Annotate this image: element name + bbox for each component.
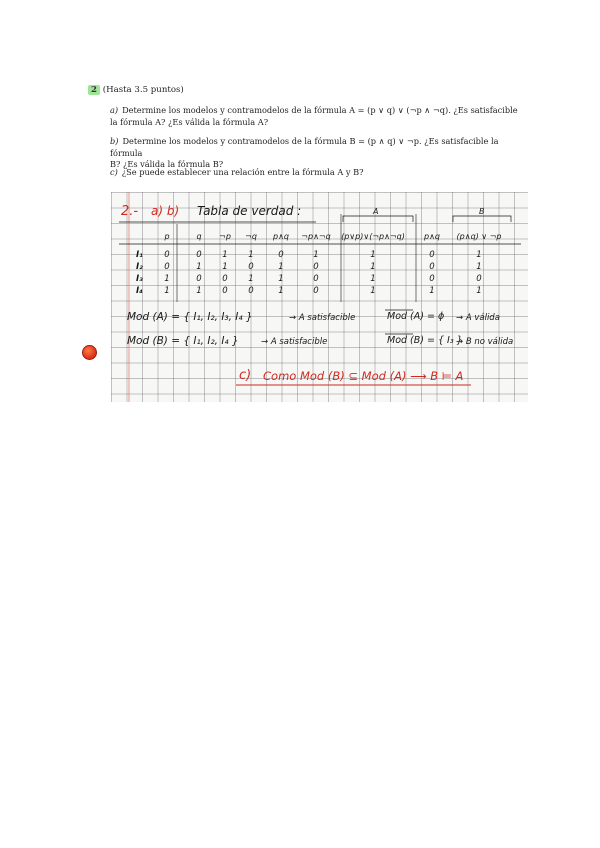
header-not-q: ¬q bbox=[245, 232, 257, 241]
item-c-label: c) bbox=[110, 167, 118, 177]
cell: 1 bbox=[164, 274, 170, 284]
cell: 1 bbox=[196, 286, 202, 296]
cell: 0 bbox=[313, 274, 319, 284]
row-label-i4: I₄ bbox=[136, 286, 143, 296]
cell: 1 bbox=[370, 286, 376, 296]
part-c-label: c) bbox=[239, 368, 252, 383]
cell: 0 bbox=[164, 262, 170, 272]
mod-a-result: → A satisfacible bbox=[289, 313, 356, 323]
cell: 0 bbox=[429, 262, 435, 272]
cell: 1 bbox=[278, 274, 284, 284]
header-p-and-q-b: p∧q bbox=[423, 232, 441, 241]
cell: 0 bbox=[429, 274, 435, 284]
neg-mod-a: Mod (A) = ϕ bbox=[387, 311, 445, 322]
answer-number: 2.- bbox=[121, 204, 139, 219]
part-c-text: Como Mod (B) ⊆ Mod (A) ⟶ B ⊨ A bbox=[263, 369, 464, 383]
cell: 1 bbox=[164, 286, 170, 296]
cell: 1 bbox=[370, 274, 376, 284]
exercise-number: 2 bbox=[88, 85, 100, 95]
neg-mod-a-result: → A válida bbox=[456, 313, 500, 323]
exercise-header bbox=[88, 85, 184, 95]
record-dot-icon bbox=[82, 345, 97, 360]
group-a-label: A bbox=[373, 207, 379, 216]
cell: 1 bbox=[222, 262, 228, 272]
cell: 0 bbox=[313, 286, 319, 296]
header-p: p bbox=[164, 232, 170, 241]
cell: 1 bbox=[313, 250, 319, 260]
cell: 1 bbox=[370, 250, 376, 260]
group-b-label: B bbox=[479, 207, 485, 216]
cell: 0 bbox=[248, 286, 254, 296]
header-formula-b: (p∧q) ∨ ¬p bbox=[456, 232, 502, 241]
cell: 0 bbox=[196, 274, 202, 284]
item-a bbox=[110, 105, 530, 128]
item-b-label: b) bbox=[110, 136, 119, 146]
answer-title: Tabla de verdad : bbox=[197, 204, 302, 218]
header-formula-a: (p∨p)∨(¬p∧¬q) bbox=[341, 232, 405, 241]
cell: 0 bbox=[222, 274, 228, 284]
mod-b-result: → A satisfacible bbox=[261, 337, 328, 347]
item-a-label: a) bbox=[110, 105, 119, 115]
row-label-i3: I₃ bbox=[136, 274, 143, 284]
cell: 1 bbox=[476, 286, 482, 296]
cell: 0 bbox=[429, 250, 435, 260]
cell: 0 bbox=[476, 274, 482, 284]
cell: 1 bbox=[278, 286, 284, 296]
item-c-line1: ¿Se puede establecer una relación entre la fórmula A y B? bbox=[121, 167, 364, 177]
header-q: q bbox=[196, 232, 202, 241]
mod-b: Mod (B) = { I₁, I₂, I₄ } bbox=[127, 335, 239, 347]
row-label-i1: I₁ bbox=[136, 250, 143, 260]
item-b-line1: Determine los modelos y contramodelos de la fórmula B = (p ∧ q) ∨ ¬p. ¿Es satisfacible la fórmula bbox=[110, 136, 499, 158]
cell: 1 bbox=[196, 262, 202, 272]
cell: 1 bbox=[370, 262, 376, 272]
cell: 1 bbox=[476, 262, 482, 272]
cell: 1 bbox=[248, 274, 254, 284]
item-b bbox=[110, 136, 530, 171]
cell: 0 bbox=[164, 250, 170, 260]
cell: 1 bbox=[278, 262, 284, 272]
cell: 1 bbox=[222, 250, 228, 260]
cell: 0 bbox=[222, 286, 228, 296]
neg-mod-b-result: → B no válida bbox=[456, 337, 514, 347]
cell: 1 bbox=[476, 250, 482, 260]
item-a-line2: la fórmula A? ¿Es válida la fórmula A? bbox=[110, 116, 269, 127]
row-label-i2: I₂ bbox=[136, 262, 143, 272]
cell: 0 bbox=[248, 262, 254, 272]
cell: 1 bbox=[429, 286, 435, 296]
answer-parts: a) b) bbox=[151, 204, 180, 218]
item-a-line1: Determine los modelos y contramodelos de la fórmula A = (p ∨ q) ∨ (¬p ∧ ¬q). ¿Es satisfacible bbox=[122, 105, 518, 115]
handwritten-answer-photo bbox=[111, 192, 528, 402]
header-not-p-and-not-q: ¬p∧¬q bbox=[301, 232, 331, 241]
cell: 1 bbox=[248, 250, 254, 260]
item-b-line2: B? ¿Es válida la fórmula B? bbox=[110, 159, 224, 169]
cell: 0 bbox=[196, 250, 202, 260]
item-c bbox=[110, 167, 530, 179]
neg-mod-b: Mod (B) = { I₃ } bbox=[387, 335, 463, 346]
cell: 0 bbox=[278, 250, 284, 260]
header-not-p: ¬p bbox=[219, 232, 231, 241]
cell: 0 bbox=[313, 262, 319, 272]
exercise-points: (Hasta 3.5 puntos) bbox=[102, 85, 184, 95]
header-p-and-q: p∧q bbox=[272, 232, 290, 241]
mod-a: Mod (A) = { I₁, I₂, I₃, I₄ } bbox=[127, 311, 253, 323]
